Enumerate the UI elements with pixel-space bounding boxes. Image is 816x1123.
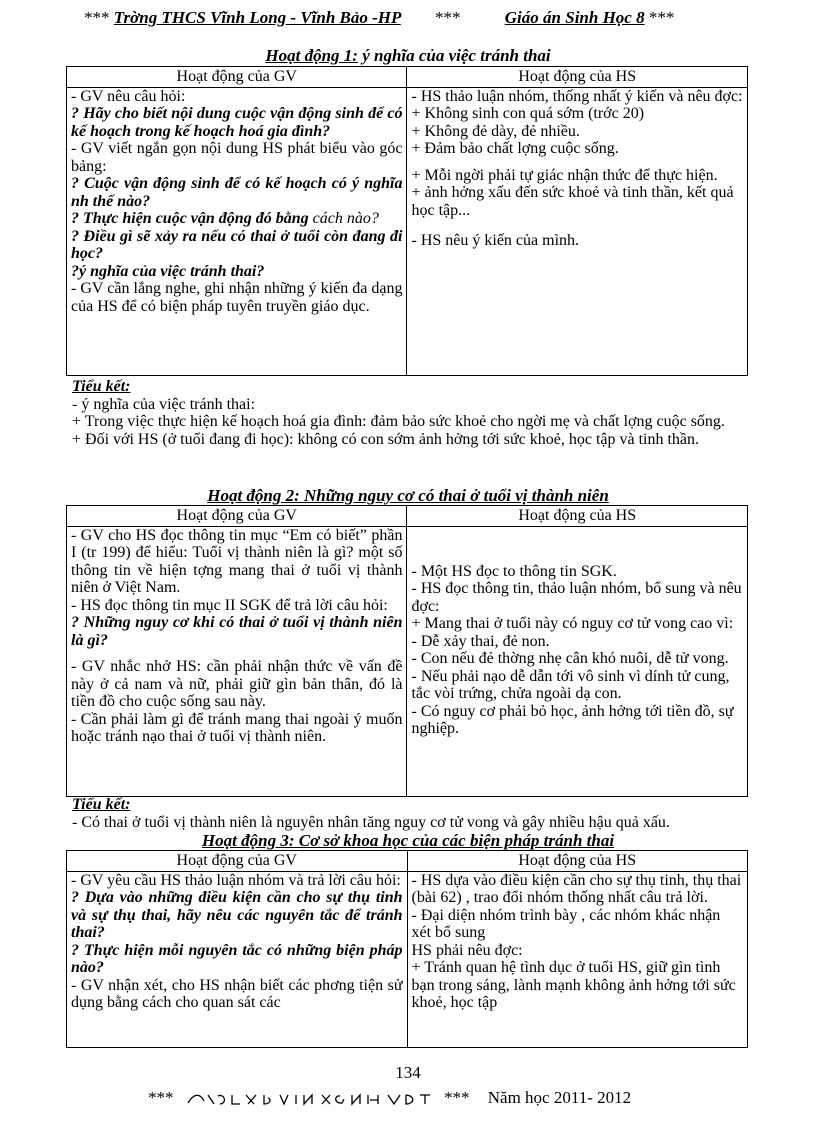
hs-paragraph: + Không sinh con quá sớm (trớc 20) bbox=[411, 105, 645, 122]
gv-paragraph: - GV nêu câu hỏi: bbox=[71, 87, 186, 105]
gv-paragraph: ? Dựa vào những điều kiện cần cho sự thụ tinh và sự thụ thai, hãy nêu các nguyên tắc để tránh thai? bbox=[71, 889, 403, 941]
signature-handwriting-icon bbox=[184, 1091, 434, 1107]
header-stars-mid: *** bbox=[435, 8, 461, 27]
gv-paragraph: - Cần phải làm gì để tránh mang thai ngoài ý muốn hoặc tránh nạo thai ở tuổi vị thành niên. bbox=[71, 710, 403, 745]
summary-2-label: Tiểu kết: bbox=[72, 796, 131, 813]
hs-paragraph: - Một HS đọc to thông tin SGK. bbox=[411, 562, 617, 580]
gv-paragraph: - GV cho HS đọc thông tin mục “Em có biết” phần I (tr 199) để hiểu: Tuổi vị thành niên là gì? một số thông tin về hiện tợng mang thai ở tuổi vị thành niên ở Việt Nam. bbox=[71, 526, 403, 596]
activity-1-col-hs: Hoạt động của HS bbox=[407, 67, 748, 88]
activity-2-heading bbox=[0, 487, 816, 505]
paragraph-spacer bbox=[411, 219, 743, 232]
gv-paragraph: - GV viết ngắn gọn nội dung HS phát biểu vào góc bảng: bbox=[71, 140, 403, 175]
footer-stars-left: *** bbox=[148, 1088, 174, 1107]
activity-3-title: Hoạt động 3: bbox=[201, 831, 295, 850]
activity-3-heading bbox=[0, 832, 816, 850]
activity-1-table bbox=[66, 66, 748, 376]
hs-paragraph: HS phải nêu đợc: bbox=[411, 941, 523, 959]
paragraph-spacer bbox=[411, 158, 743, 167]
activity-3-col-hs: Hoạt động của HS bbox=[407, 851, 748, 872]
gv-paragraph: - HS đọc thông tin mục II SGK để trả lời câu hỏi: bbox=[71, 596, 388, 614]
hs-paragraph: - Con nếu đẻ thờng nhẹ cân khó nuôi, dễ tử vong. bbox=[411, 650, 729, 667]
hs-paragraph: - Nếu phải nạo dễ dẫn tới vô sinh vì dính tử cung, tắc vòi trứng, chửa ngoài dạ con. bbox=[411, 667, 730, 702]
activity-2-subtitle: Những nguy cơ có thai ở tuổi vị thành niên bbox=[299, 486, 609, 505]
footer-school-year: Năm học 2011- 2012 bbox=[487, 1088, 632, 1107]
gv-paragraph: ? Thực hiện mỗi nguyên tắc có những biện pháp nào? bbox=[71, 941, 403, 976]
footer-stars-right: *** bbox=[444, 1088, 470, 1107]
activity-1-title: Hoạt động 1: bbox=[265, 46, 358, 65]
hs-paragraph: + Không đẻ dày, đẻ nhiều. bbox=[411, 122, 580, 140]
hs-paragraph: + ảnh hởng xấu đến sức khoẻ và tinh thần, kết quả học tập... bbox=[411, 184, 734, 219]
header-stars-left: *** bbox=[84, 8, 110, 27]
activity-3-subtitle: Cơ sở khoa học của các biện pháp tránh thai bbox=[294, 831, 615, 850]
hs-paragraph: - HS đọc thông tin, thảo luận nhóm, bổ sung và nêu đợc: bbox=[411, 580, 742, 615]
activity-2-table bbox=[66, 505, 748, 797]
gv-paragraph: - GV yêu cầu HS thảo luận nhóm và trả lời câu hỏi: bbox=[71, 871, 401, 889]
activity-1-col-gv: Hoạt động của GV bbox=[67, 67, 407, 88]
summary-line: - ý nghĩa của việc tránh thai: bbox=[72, 395, 256, 413]
paragraph-spacer bbox=[71, 649, 402, 658]
header-stars-right: *** bbox=[648, 8, 675, 27]
activity-3-hs-cell bbox=[407, 871, 748, 1047]
header-school: Trờng THCS Vĩnh Long - Vĩnh Bảo -HP bbox=[113, 8, 401, 27]
activity-2-gv-cell bbox=[67, 526, 407, 796]
page-number: 134 bbox=[395, 1063, 421, 1082]
gv-paragraph: ? Hãy cho biết nội dung cuộc vận động sinh để có kế hoạch trong kế hoạch hoá gia đình? bbox=[71, 105, 403, 140]
activity-3-table bbox=[66, 850, 748, 1048]
activity-1-gv-cell bbox=[67, 87, 407, 375]
hs-paragraph: - Đại diện nhóm trình bày , các nhóm khác nhận xét bổ sung bbox=[411, 906, 721, 941]
summary-2-lines bbox=[72, 814, 762, 832]
hs-paragraph: + Mang thai ở tuổi này có nguy cơ tử vong cao vì: bbox=[411, 615, 734, 632]
gv-paragraph: - GV nhận xét, cho HS nhận biết các phơng tiện sử dụng bằng cách cho quan sát các bbox=[71, 976, 403, 1011]
summary-line: - Có thai ở tuổi vị thành niên là nguyên nhân tăng nguy cơ tử vong và gây nhiều hậu quả xấu. bbox=[72, 813, 670, 831]
activity-3-gv-cell bbox=[67, 871, 408, 1047]
activity-2-hs-cell bbox=[407, 526, 748, 796]
page-footer bbox=[148, 1088, 631, 1108]
hs-paragraph: - HS nêu ý kiến của mình. bbox=[411, 232, 580, 249]
summary-1 bbox=[72, 378, 762, 448]
activity-3-col-gv: Hoạt động của GV bbox=[67, 851, 408, 872]
gv-paragraph: ? Cuộc vận động sinh để có kế hoạch có ý nghĩa nh thế nào? bbox=[71, 175, 403, 210]
gv-paragraph: ?ý nghĩa của việc tránh thai? bbox=[71, 262, 265, 280]
paragraph-spacer bbox=[411, 527, 743, 563]
hs-paragraph: + Mỗi ngời phải tự giác nhận thức để thực hiện. bbox=[411, 166, 718, 184]
hs-paragraph: - HS thảo luận nhóm, thống nhất ý kiến và nêu đợc: bbox=[411, 87, 743, 105]
gv-paragraph: ? Những nguy cơ khi có thai ở tuổi vị thành niên là gì? bbox=[71, 614, 403, 649]
summary-1-lines bbox=[72, 396, 762, 449]
activity-2-title: Hoạt động 2: bbox=[207, 486, 300, 505]
hs-paragraph: - HS dựa vào điều kiện cần cho sự thụ tinh, thụ thai (bài 62) , trao đổi nhóm thống nhất câu trả lời. bbox=[411, 871, 742, 906]
gv-paragraph: ? Thực hiện cuộc vận động đó bằng cách nào? bbox=[71, 210, 379, 227]
activity-2-col-gv: Hoạt động của GV bbox=[67, 506, 407, 527]
hs-paragraph: - Dễ xảy thai, đẻ non. bbox=[411, 632, 550, 650]
summary-line: + Trong việc thực hiện kế hoạch hoá gia đình: đảm bảo sức khoẻ cho ngời mẹ và chất lợng cuộc sống. bbox=[72, 413, 725, 430]
activity-2-col-hs: Hoạt động của HS bbox=[407, 506, 748, 527]
activity-1-heading bbox=[0, 47, 816, 65]
hs-paragraph: + Tránh quan hệ tình dục ở tuổi HS, giữ gìn tình bạn trong sáng, lành mạnh không ảnh hởng tới sức khoẻ, học tập bbox=[411, 959, 736, 1011]
gv-paragraph: - GV nhắc nhở HS: cần phải nhận thức về vấn đề này ở cả nam và nữ, phải giữ gìn bản thân, đó là tiền đồ cho cuộc sống sau này. bbox=[71, 658, 403, 710]
gv-paragraph-tail: cách nào? bbox=[308, 210, 379, 227]
header-subject: Giáo án Sinh Học 8 bbox=[504, 8, 645, 27]
hs-paragraph: - Có nguy cơ phải bỏ học, ảnh hởng tới tiền đồ, sự nghiệp. bbox=[411, 702, 734, 737]
page-header bbox=[84, 8, 744, 28]
summary-1-label: Tiểu kết: bbox=[72, 378, 131, 395]
activity-1-subtitle: ý nghĩa của việc tránh thai bbox=[357, 46, 551, 65]
activity-1-hs-cell bbox=[407, 87, 748, 375]
hs-paragraph: + Đảm bảo chất lợng cuộc sống. bbox=[411, 140, 619, 157]
gv-paragraph: ? Điều gì sẽ xảy ra nếu có thai ở tuổi còn đang đi học? bbox=[71, 227, 403, 262]
gv-paragraph: - GV cần lắng nghe, ghi nhận những ý kiến đa dạng của HS để có biện pháp tuyên truyền giáo dục. bbox=[71, 280, 403, 315]
summary-line: + Đối với HS (ở tuổi đang đi học): không có con sớm ảnh hởng tới sức khoẻ, học tập và tinh thần. bbox=[72, 430, 700, 448]
summary-2 bbox=[72, 796, 762, 831]
